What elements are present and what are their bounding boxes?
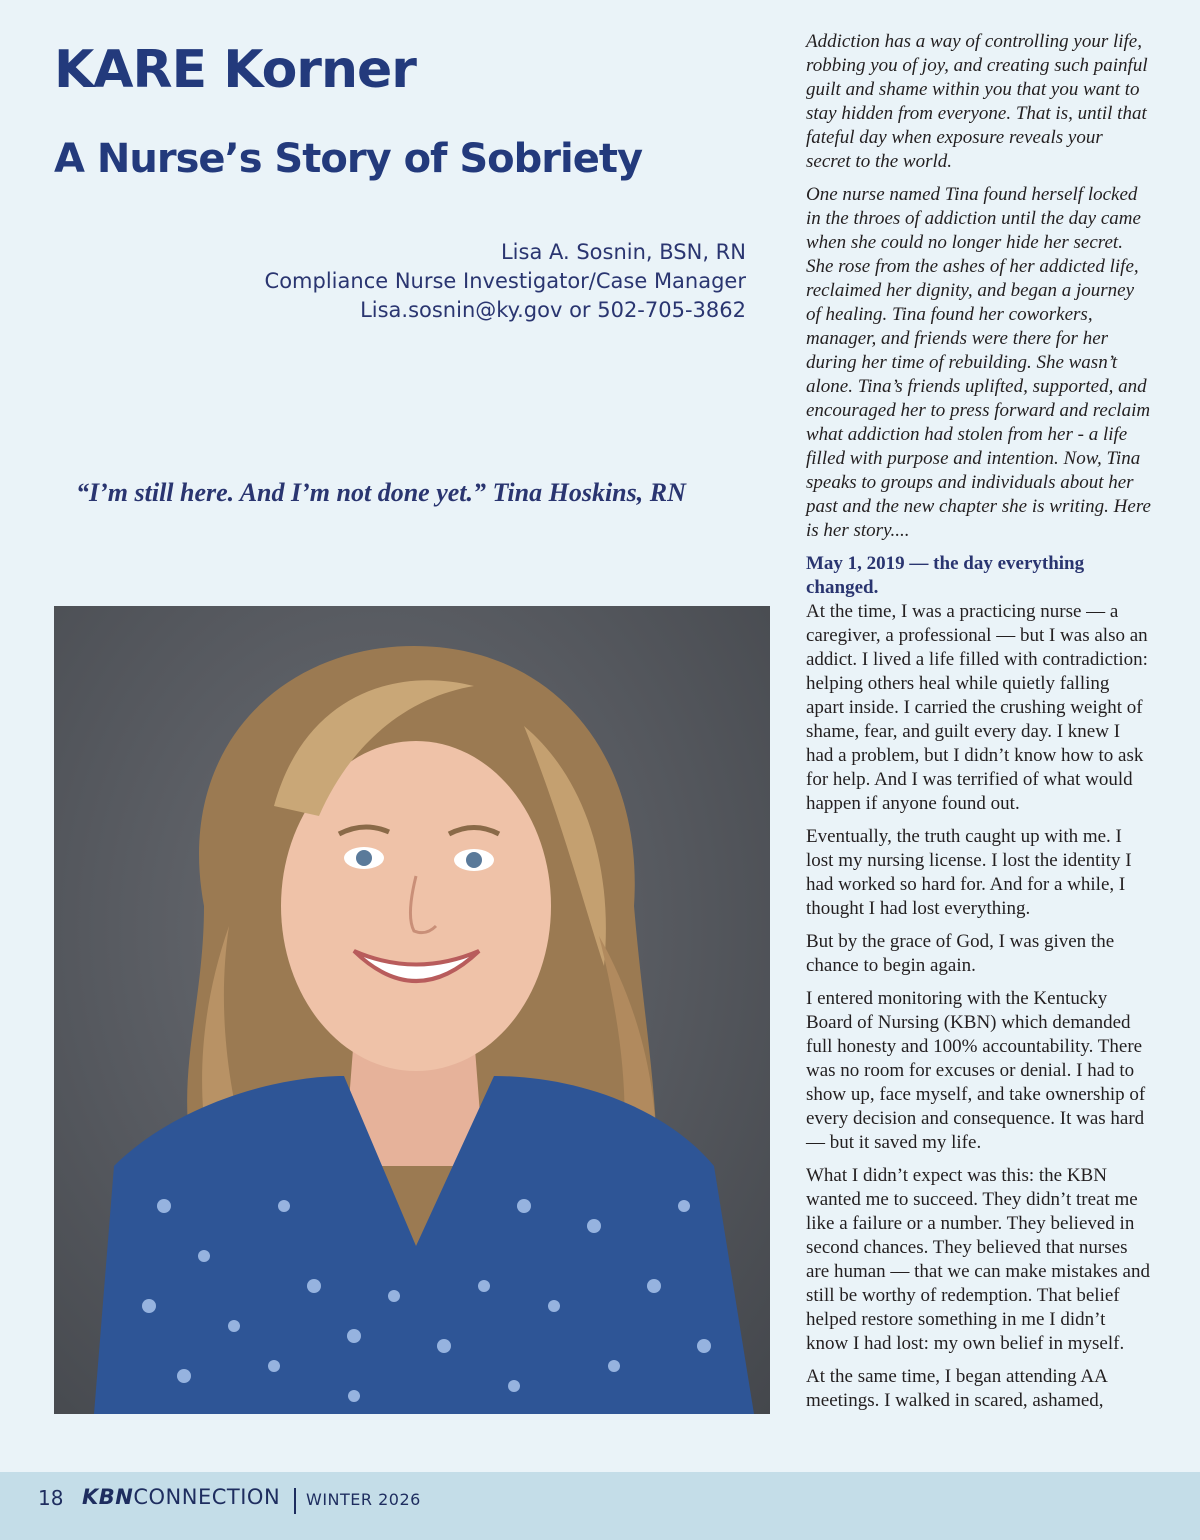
magazine-name-bold: KBN xyxy=(82,1485,134,1509)
author-name: Lisa A. Sosnin, BSN, RN xyxy=(500,240,746,264)
body-paragraph: At the time, I was a practicing nurse — a caregiver, a professional — but I was also an addict. I lived a life filled with contradiction: helping others heal while quietly falling apart inside. I carried the crushing weight of shame, fear, and guilt every day. I knew I had a problem, but I didn’t know how to ask for help. And I was terrified of what would happen if anyone found out. xyxy=(806,601,1148,814)
article-subtitle: A Nurse’s Story of Sobriety xyxy=(54,136,643,182)
body-paragraph: Eventually, the truth caught up with me. I lost my nursing license. I lost the identity I had worked so hard for. And for a while, I thought I had lost everything. xyxy=(806,826,1132,919)
body-paragraph: At the same time, I began attending AA meetings. I walked in scared, ashamed, xyxy=(806,1366,1107,1411)
footer-divider xyxy=(294,1488,296,1514)
portrait-photo xyxy=(54,606,770,1414)
section-subhead: May 1, 2019 — the day everything changed. xyxy=(806,553,1085,598)
intro-paragraph: Addiction has a way of controlling your life, robbing you of joy, and creating such painful guilt and shame within you that you want to stay hidden from everyone. That is, until that fateful day when exposure reveals your secret to the world. xyxy=(806,31,1148,172)
author-role: Compliance Nurse Investigator/Case Manager xyxy=(264,269,746,293)
magazine-name xyxy=(82,1485,280,1509)
page-title: KARE Korner xyxy=(54,40,416,100)
author-byline xyxy=(265,238,746,325)
issue-label: WINTER 2026 xyxy=(306,1490,421,1509)
author-contact: Lisa.sosnin@ky.gov or 502-705-3862 xyxy=(360,298,746,322)
page-footer xyxy=(0,1472,1200,1540)
portrait-illustration xyxy=(54,606,770,1414)
pull-quote: “I’m still here. And I’m not done yet.” Tina Hoskins, RN xyxy=(76,478,686,507)
intro-paragraph: One nurse named Tina found herself locked in the throes of addiction until the day came when she could no longer hide her secret. She rose from the ashes of her addicted life, reclaimed her dignity, and began a journey of healing. Tina found her coworkers, manager, and friends were there for her during her time of rebuilding. She wasn’t alone. Tina’s friends uplifted, supported, and encouraged her to press forward and reclaim what addiction had stolen from her - a life filled with purpose and intention. Now, Tina speaks to groups and individuals about her past and the new chapter she is writing. Here is her story.... xyxy=(806,184,1151,541)
body-paragraph: I entered monitoring with the Kentucky Board of Nursing (KBN) which demanded full honesty and 100% accountability. There was no room for excuses or denial. I had to show up, face myself, and take ownership of every decision and consequence. It was hard — but it saved my life. xyxy=(806,988,1146,1153)
body-paragraph: But by the grace of God, I was given the chance to begin again. xyxy=(806,931,1115,976)
magazine-name-rest: CONNECTION xyxy=(133,1485,281,1509)
page-number: 18 xyxy=(38,1486,64,1510)
article-column xyxy=(806,30,1151,1422)
body-paragraph: What I didn’t expect was this: the KBN wanted me to succeed. They didn’t treat me like a failure or a number. They believed in second chances. They believed that nurses are human — that we can make mistakes and still be worthy of redemption. That belief helped restore something in me I didn’t know I had lost: my own belief in myself. xyxy=(806,1165,1150,1354)
